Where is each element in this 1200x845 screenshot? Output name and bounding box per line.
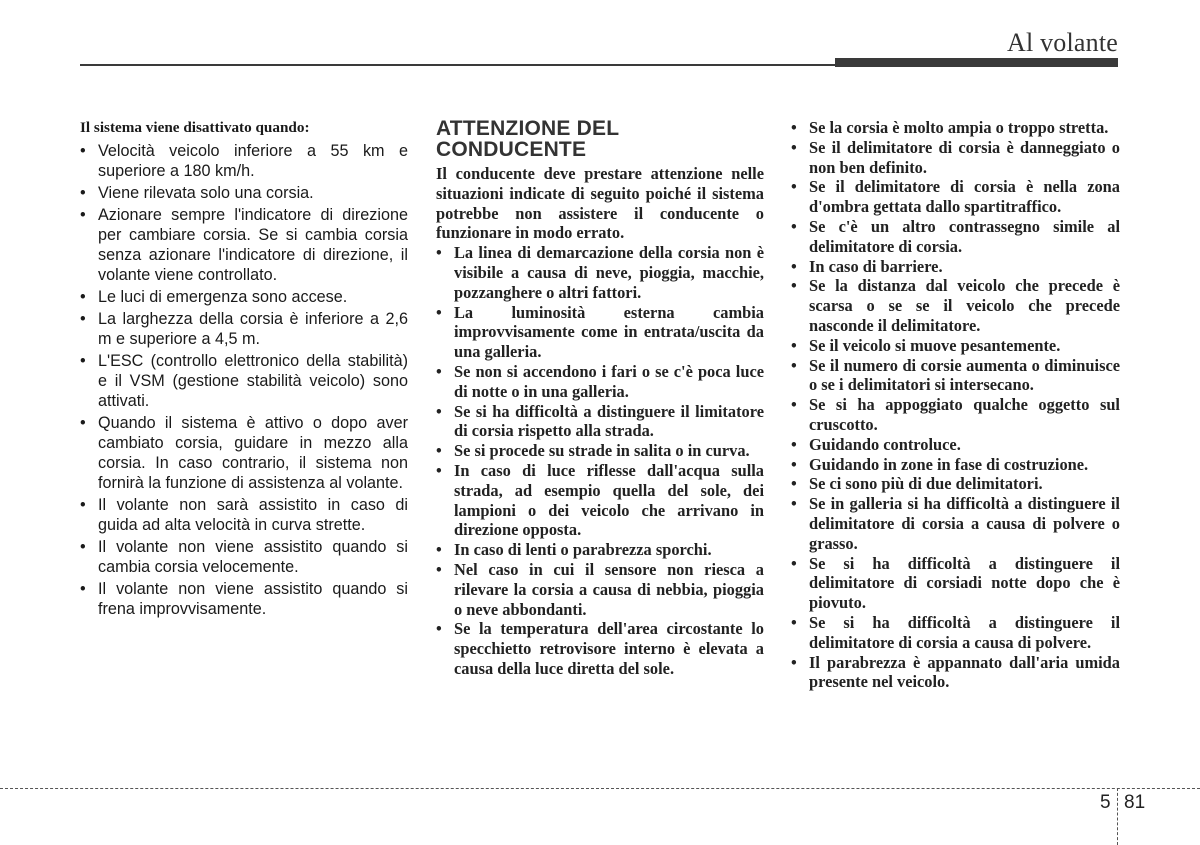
bullet-icon: •	[436, 302, 442, 322]
page-number: 81	[1124, 792, 1146, 813]
header-rule-thick	[835, 58, 1118, 67]
list-item: • Se il veicolo si muove pesantemente.	[791, 335, 1061, 355]
list-item: • Se si ha appoggiato qualche oggetto sul cruscotto.	[791, 395, 1120, 434]
bullet-icon: •	[791, 355, 797, 375]
bullet-icon: •	[436, 540, 442, 560]
bullet-icon: •	[791, 256, 797, 276]
warning-list	[436, 243, 764, 679]
bullet-icon: •	[436, 401, 442, 421]
bullet-icon: •	[80, 538, 86, 556]
warning-title: ATTENZIONE DEL CONDUCENTE	[436, 117, 620, 161]
list-item: • Se la temperatura dell'area circostante lo specchietto retrovisore interno è elevata a causa della luce diretta del sole.	[436, 619, 764, 678]
list-item: • Se in galleria si ha difficoltà a distinguere il delimitatore di corsia a causa di polvere o grasso.	[791, 494, 1120, 553]
bullet-icon: •	[791, 434, 797, 454]
list-item: • Se ci sono più di due delimitatori.	[791, 474, 1043, 494]
list-item: • Velocità veicolo inferiore a 55 km e superiore a 180 km/h.	[80, 142, 408, 180]
bullet-icon: •	[791, 652, 797, 672]
list-item: • La linea di demarcazione della corsia non è visibile a causa di neve, pioggia, macchie, pozzanghere o altri fattori.	[436, 243, 764, 302]
bullet-icon: •	[80, 310, 86, 328]
list-item: • Se si ha difficoltà a distinguere il delimitatore di corsiadi notte dopo che è piovuto.	[791, 553, 1120, 613]
warning-intro: Il conducente deve prestare attenzione nelle situazioni indicate di seguito poiché il sistema potrebbe non assistere il conducente o funzionare in modo errato.	[436, 164, 764, 243]
list-item: • La larghezza della corsia è inferiore a 2,6 m e superiore a 4,5 m.	[80, 310, 408, 348]
list-item: • Se si procede su strade in salita o in curva.	[436, 441, 750, 461]
list-item: • In caso di lenti o parabrezza sporchi.	[436, 540, 712, 560]
bullet-icon: •	[791, 137, 797, 157]
bullet-icon: •	[791, 118, 797, 137]
bullet-icon: •	[80, 184, 86, 202]
bullet-icon: •	[791, 454, 797, 474]
list-item: • L'ESC (controllo elettronico della stabilità) e il VSM (gestione stabilità veicolo) sono attivati.	[80, 352, 408, 410]
bullet-icon: •	[791, 395, 797, 415]
page-header-title: Al volante	[1006, 28, 1118, 57]
bullet-icon: •	[80, 496, 86, 514]
bullet-icon: •	[436, 460, 442, 480]
bullet-icon: •	[436, 243, 442, 263]
bullet-icon: •	[791, 474, 797, 494]
bullet-icon: •	[80, 352, 86, 370]
list-item: • Le luci di emergenza sono accese.	[80, 288, 348, 306]
bullet-icon: •	[436, 559, 442, 579]
list-item: • Se il delimitatore di corsia è danneggiato o non ben definito.	[791, 137, 1120, 177]
list-item: • Se c'è un altro contrassegno simile al delimitatore di corsia.	[791, 216, 1120, 256]
list-item: • Quando il sistema è attivo o dopo aver cambiato corsia, guidare in mezzo alla corsia. In caso contrario, il sistema non fornirà la funzione di assistenza al volante.	[80, 414, 408, 492]
list-item: • In caso di luce riflesse dall'acqua sulla strada, ad esempio quella del sole, dei lampioni o dei veicolo che arrivano in direzione opposta.	[436, 460, 764, 540]
list-item: • Nel caso in cui il sensore non riesca a rilevare la corsia a causa di nebbia, pioggia o neve abbondanti.	[436, 559, 764, 619]
bullet-icon: •	[436, 361, 442, 381]
deactivation-list	[80, 141, 408, 619]
list-item: • Se la distanza dal veicolo che precede è scarsa o se se il veicolo che precede nasconde il delimitatore.	[791, 276, 1120, 335]
bullet-icon: •	[791, 177, 797, 197]
bullet-icon: •	[791, 276, 797, 296]
bullet-icon: •	[791, 494, 797, 514]
list-item: • Se il delimitatore di corsia è nella zona d'ombra gettata dallo spartitraffico.	[791, 177, 1120, 217]
list-item: • Se la corsia è molto ampia o troppo stretta.	[791, 118, 1109, 137]
bullet-icon: •	[80, 580, 86, 598]
list-item: • In caso di barriere.	[791, 256, 943, 276]
column-2-warning	[436, 118, 764, 679]
list-item: • Se si ha difficoltà a distinguere il delimitatore di corsia a causa di polvere.	[791, 612, 1120, 652]
list-item: • Azionare sempre l'indicatore di direzione per cambiare corsia. Se si cambia corsia senza azionare l'indicatore di direzione, il volante viene controllato.	[80, 206, 408, 284]
bullet-icon: •	[791, 216, 797, 236]
warning-list-continued	[791, 118, 1120, 692]
column-1	[80, 118, 408, 621]
list-item: • La luminosità esterna cambia improvvisamente come in entrata/uscita da una galleria.	[436, 302, 764, 362]
list-item: • Se si ha difficoltà a distinguere il limitatore di corsia rispetto alla strada.	[436, 401, 764, 441]
column-3-warning-continued	[791, 118, 1120, 692]
bullet-icon: •	[436, 441, 442, 461]
list-item: • Il volante non viene assistito quando si frena improvvisamente.	[80, 580, 408, 618]
list-item: • Il volante non viene assistito quando si cambia corsia velocemente.	[80, 538, 408, 576]
footer-dashed-rule	[0, 788, 1200, 789]
list-item: • Guidando in zone in fase di costruzione.	[791, 454, 1089, 474]
list-item: • Se non si accendono i fari o se c'è poca luce di notte o in una galleria.	[436, 361, 764, 401]
section-number: 5	[1100, 792, 1111, 813]
list-item: • Il parabrezza è appannato dall'aria umida presente nel veicolo.	[791, 652, 1120, 692]
list-item: • Il volante non sarà assistito in caso di guida ad alta velocità in curva strette.	[80, 496, 408, 534]
deactivation-heading: Il sistema viene disattivato quando:	[80, 119, 310, 136]
bullet-icon: •	[80, 288, 86, 306]
bullet-icon: •	[80, 206, 86, 224]
bullet-icon: •	[80, 414, 86, 432]
bullet-icon: •	[791, 553, 797, 573]
footer-dashed-divider	[1117, 788, 1118, 845]
list-item: • Guidando controluce.	[791, 434, 961, 454]
bullet-icon: •	[436, 619, 442, 639]
bullet-icon: •	[791, 335, 797, 355]
bullet-icon: •	[791, 612, 797, 632]
header-rule-thin	[80, 64, 835, 66]
list-item: • Viene rilevata solo una corsia.	[80, 184, 314, 202]
bullet-icon: •	[80, 142, 86, 160]
list-item: • Se il numero di corsie aumenta o diminuisce o se i delimitatori si intersecano.	[791, 355, 1120, 395]
